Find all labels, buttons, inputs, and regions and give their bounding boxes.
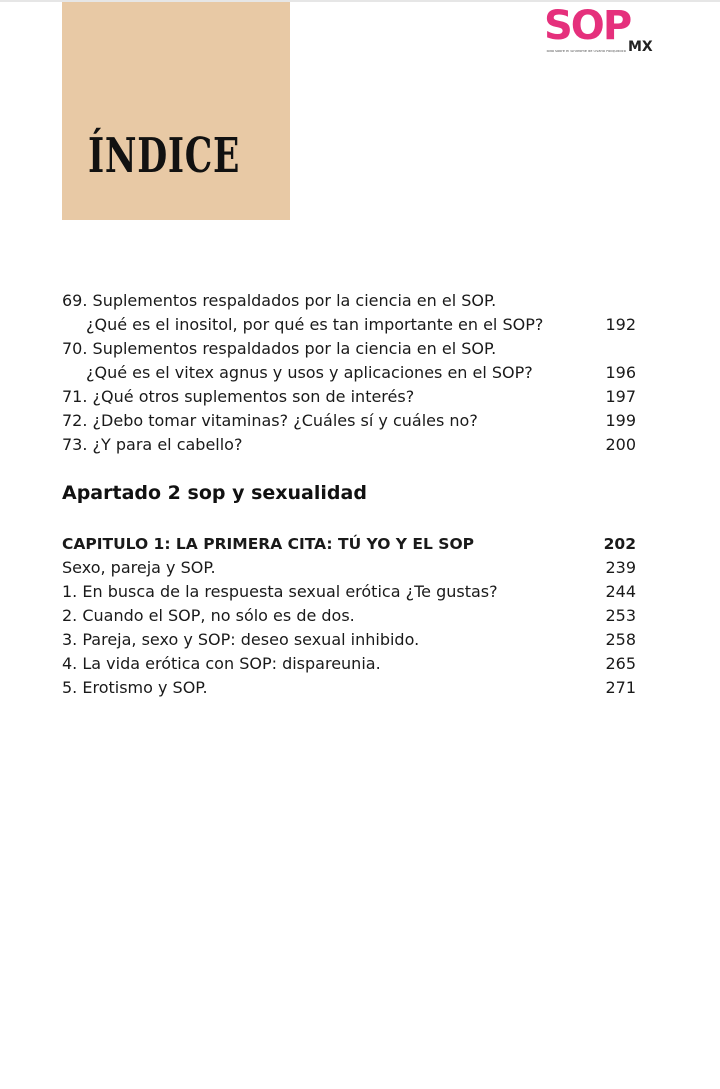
toc-entry-text: 1. En busca de la respuesta sexual erótica ¿Te gustas? <box>62 582 498 601</box>
toc-entry-page: 192 <box>605 315 636 334</box>
toc-entry-text: 69. Suplementos respaldados por la ciencia en el SOP. <box>62 291 497 310</box>
sop-mx-logo <box>544 3 662 60</box>
toc-entry-text: 5. Erotismo y SOP. <box>62 678 208 697</box>
toc-entry[interactable] <box>62 433 636 457</box>
toc-entry[interactable] <box>62 556 636 580</box>
toc-entry-text: ¿Qué es el inositol, por qué es tan importante en el SOP? <box>86 315 544 334</box>
toc-entry-page: 197 <box>605 387 636 406</box>
toc-entry[interactable] <box>62 628 636 652</box>
section-title: Apartado 2 sop y sexualidad <box>62 482 367 504</box>
logo-main-text: SOP <box>544 3 631 49</box>
toc-entry-text: 72. ¿Debo tomar vitaminas? ¿Cuáles sí y cuáles no? <box>62 411 478 430</box>
title-block <box>62 2 290 220</box>
toc-chapter-heading[interactable] <box>62 532 636 556</box>
toc-entry-page: 271 <box>605 678 636 697</box>
toc-entry-page: 239 <box>605 558 636 577</box>
toc-entry[interactable] <box>62 361 636 385</box>
toc-list-part2 <box>62 532 636 700</box>
toc-entry[interactable] <box>62 676 636 700</box>
toc-entry-page: 244 <box>605 582 636 601</box>
toc-entry-text: 71. ¿Qué otros suplementos son de interés? <box>62 387 415 406</box>
toc-entry[interactable] <box>62 337 636 361</box>
toc-entry-page: 196 <box>605 363 636 382</box>
toc-entry-page: 253 <box>605 606 636 625</box>
toc-entry[interactable] <box>62 385 636 409</box>
toc-entry[interactable] <box>62 289 636 313</box>
toc-entry-text: 73. ¿Y para el cabello? <box>62 435 243 454</box>
toc-entry[interactable] <box>62 652 636 676</box>
toc-entry-text: CAPITULO 1: LA PRIMERA CITA: TÚ YO Y EL SOP <box>62 535 474 553</box>
logo-tagline: Todo sobre el Síndrome de Ovario Poliquístico <box>546 50 626 53</box>
logo-suffix: MX <box>628 39 653 55</box>
toc-entry-page: 202 <box>603 535 636 553</box>
toc-entry-text: 4. La vida erótica con SOP: dispareunia. <box>62 654 381 673</box>
toc-entry-text: 3. Pareja, sexo y SOP: deseo sexual inhibido. <box>62 630 420 649</box>
toc-entry[interactable] <box>62 313 636 337</box>
toc-entry-text: Sexo, pareja y SOP. <box>62 558 216 577</box>
toc-entry-page: 200 <box>605 435 636 454</box>
toc-entry-text: 70. Suplementos respaldados por la ciencia en el SOP. <box>62 339 497 358</box>
toc-entry[interactable] <box>62 580 636 604</box>
toc-entry[interactable] <box>62 409 636 433</box>
toc-entry-text: 2. Cuando el SOP, no sólo es de dos. <box>62 606 355 625</box>
toc-entry-page: 265 <box>605 654 636 673</box>
toc-entry-text: ¿Qué es el vitex agnus y usos y aplicaciones en el SOP? <box>86 363 533 382</box>
page-title: ÍNDICE <box>88 128 241 184</box>
toc-entry-page: 199 <box>605 411 636 430</box>
toc-entry-page: 258 <box>605 630 636 649</box>
toc-list-part1 <box>62 289 636 457</box>
toc-entry[interactable] <box>62 604 636 628</box>
